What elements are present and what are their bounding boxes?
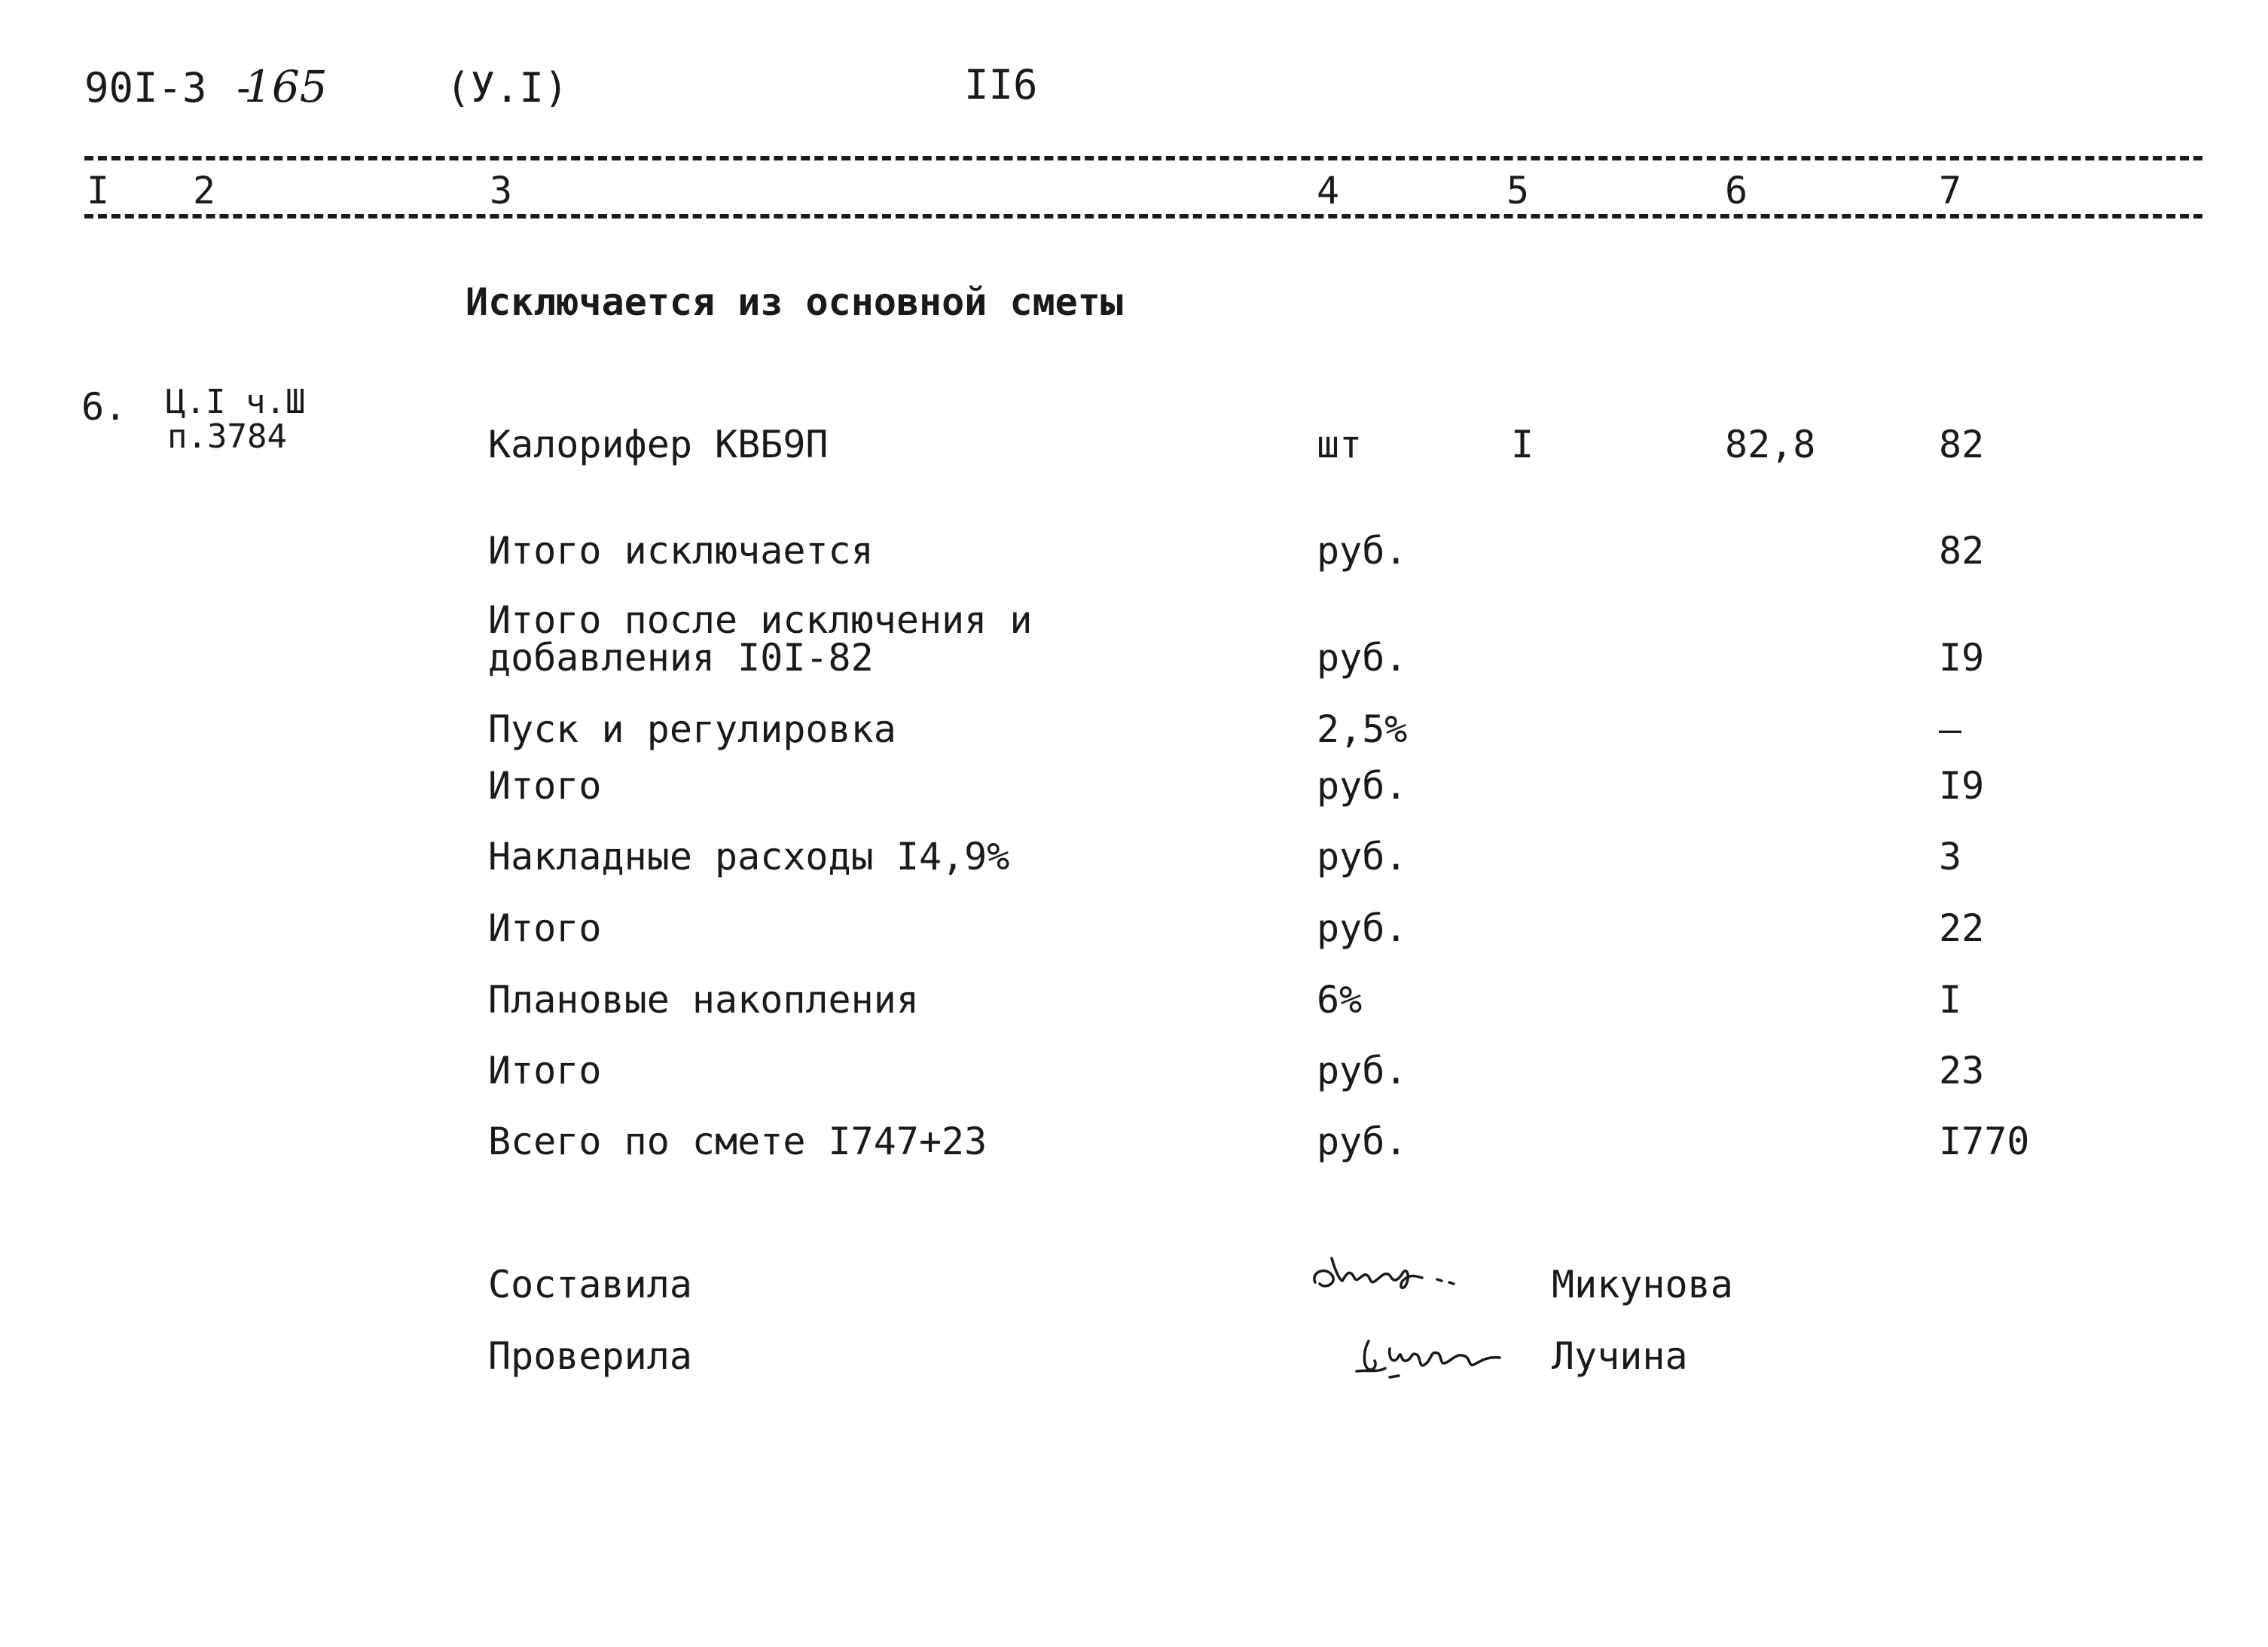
header-rule-top: [84, 156, 2202, 160]
summary-value: I: [1939, 978, 1962, 1022]
column-header-6: 6: [1725, 169, 1748, 212]
checker-signature: [1352, 1326, 1510, 1386]
summary-unit: руб.: [1317, 529, 1408, 573]
summary-unit: 6%: [1317, 978, 1363, 1022]
compiled-by-label: Составила: [488, 1263, 692, 1306]
item-name: Калорифер КВБ9П: [488, 423, 829, 466]
grand-total-label: Всего по смете I747+23: [488, 1120, 987, 1163]
summary-value: I9: [1939, 764, 1985, 808]
summary-unit: руб.: [1317, 906, 1408, 950]
column-header-7: 7: [1939, 169, 1962, 212]
summary-label: Пуск и регулировка: [488, 707, 896, 751]
summary-label: Плановые накопления: [488, 978, 919, 1022]
page-number: II6: [964, 61, 1038, 108]
summary-value: I9: [1939, 636, 1985, 680]
document-code: 90I-3 -: [84, 64, 256, 112]
summary-value: –: [1939, 707, 1962, 751]
column-header-2: 2: [193, 169, 216, 212]
column-header-1: I: [87, 169, 110, 212]
column-header-4: 4: [1317, 169, 1340, 212]
summary-label: Итого: [488, 1049, 602, 1092]
summary-label: Итого: [488, 764, 602, 808]
summary-unit: руб.: [1317, 636, 1408, 680]
item-reference-line-1: Ц.I ч.Ш: [166, 383, 306, 421]
grand-total-unit: руб.: [1317, 1120, 1408, 1163]
summary-unit: руб.: [1317, 835, 1408, 879]
item-reference-line-2: п.3784: [167, 417, 287, 456]
item-total: 82: [1939, 423, 1985, 466]
document-code-handwritten: 165: [244, 61, 328, 112]
compiler-signature: [1309, 1243, 1475, 1303]
grand-total-value: I770: [1939, 1120, 2030, 1163]
checker-name: Лучина: [1552, 1334, 1688, 1378]
item-unit: шт: [1317, 423, 1363, 466]
summary-label: добавления I0I-82: [488, 636, 874, 680]
header-rule-bottom: [84, 214, 2202, 218]
volume-label: (У.I): [446, 64, 569, 112]
column-header-3: 3: [490, 169, 513, 212]
section-title: Исключается из основной сметы: [466, 280, 1123, 324]
checked-by-label: Проверила: [488, 1334, 692, 1378]
summary-value: 82: [1939, 529, 1985, 573]
summary-label: Итого после исключения и: [488, 598, 1033, 642]
summary-value: 23: [1939, 1049, 1985, 1092]
item-number: 6.: [81, 385, 127, 429]
summary-unit: 2,5%: [1317, 707, 1408, 751]
column-header-5: 5: [1506, 169, 1530, 212]
item-quantity: I: [1511, 423, 1534, 466]
summary-value: 22: [1939, 906, 1985, 950]
compiler-name: Микунова: [1552, 1263, 1733, 1306]
summary-unit: руб.: [1317, 764, 1408, 808]
item-price: 82,8: [1725, 423, 1816, 466]
summary-value: 3: [1939, 835, 1962, 879]
summary-label: Итого: [488, 906, 602, 950]
summary-label: Итого исключается: [488, 529, 874, 573]
summary-label: Накладные расходы I4,9%: [488, 835, 1010, 879]
summary-unit: руб.: [1317, 1049, 1408, 1092]
